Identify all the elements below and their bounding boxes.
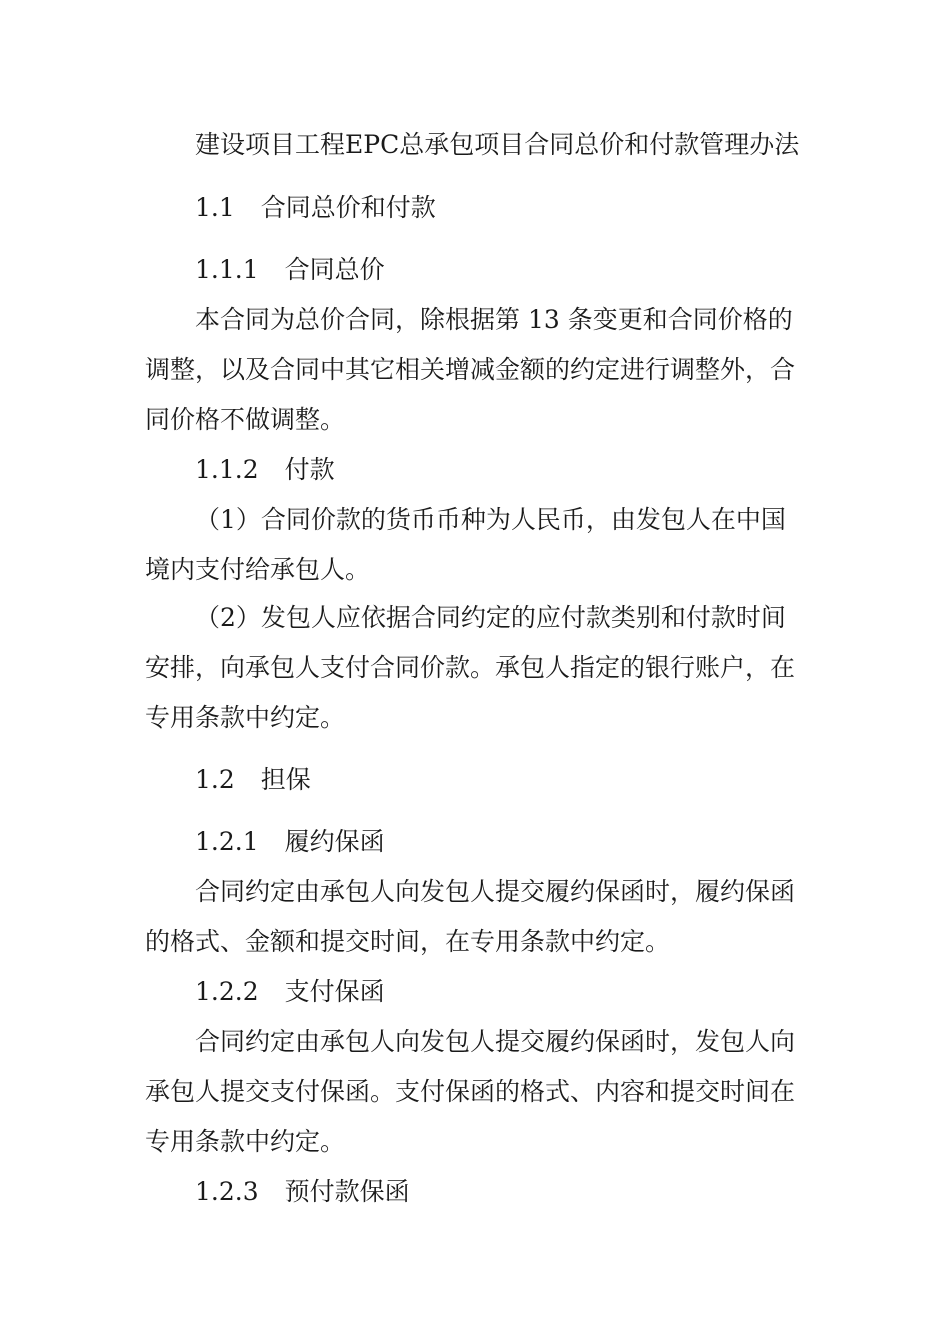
section-number: 1.2 [195,765,235,794]
section-number: 1.1 [195,193,235,222]
section-title: 担保 [260,765,311,794]
paragraph-line: 承包人提交支付保函。支付保函的格式、内容和提交时间在 [145,1077,796,1106]
paragraph-line: 境内支付给承包人。 [145,555,371,584]
paragraph-line: 合同约定由承包人向发包人提交履约保函时，发包人向 [195,1027,796,1056]
paragraph-line: 合同约定由承包人向发包人提交履约保函时，履约保函 [195,877,796,906]
paragraph-line: 专用条款中约定。 [145,703,346,732]
section-heading-1-2-2 [195,977,385,1007]
section-title: 合同总价 [284,255,385,284]
document-title: 建设项目工程EPC总承包项目合同总价和付款管理办法 [195,130,800,159]
paragraph-line: （1）合同价款的货币币种为人民币，由发包人在中国 [195,505,786,534]
section-title: 合同总价和付款 [260,193,436,222]
section-heading-1-2 [195,765,311,795]
section-heading-1-1 [195,193,436,223]
paragraph-line: 的格式、金额和提交时间，在专用条款中约定。 [145,927,671,956]
section-title: 履约保函 [284,827,385,856]
section-title: 预付款保函 [284,1177,410,1206]
section-number: 1.1.1 [195,255,259,284]
section-title: 支付保函 [284,977,385,1006]
section-heading-1-2-1 [195,827,385,857]
paragraph-line: 安排，向承包人支付合同价款。承包人指定的银行账户，在 [145,653,796,682]
paragraph-line: （2）发包人应依据合同约定的应付款类别和付款时间 [195,603,786,632]
paragraph-line: 调整，以及合同中其它相关增减金额的约定进行调整外，合 [145,355,796,384]
section-heading-1-1-1 [195,255,385,285]
section-number: 1.2.1 [195,827,259,856]
paragraph-line: 专用条款中约定。 [145,1127,346,1156]
section-number: 1.2.3 [195,1177,259,1206]
section-number: 1.1.2 [195,455,259,484]
section-heading-1-1-2 [195,455,335,485]
paragraph-line: 同价格不做调整。 [145,405,346,434]
section-number: 1.2.2 [195,977,259,1006]
paragraph-line: 本合同为总价合同，除根据第 13 条变更和合同价格的 [195,305,793,334]
section-title: 付款 [284,455,335,484]
section-heading-1-2-3 [195,1177,410,1207]
